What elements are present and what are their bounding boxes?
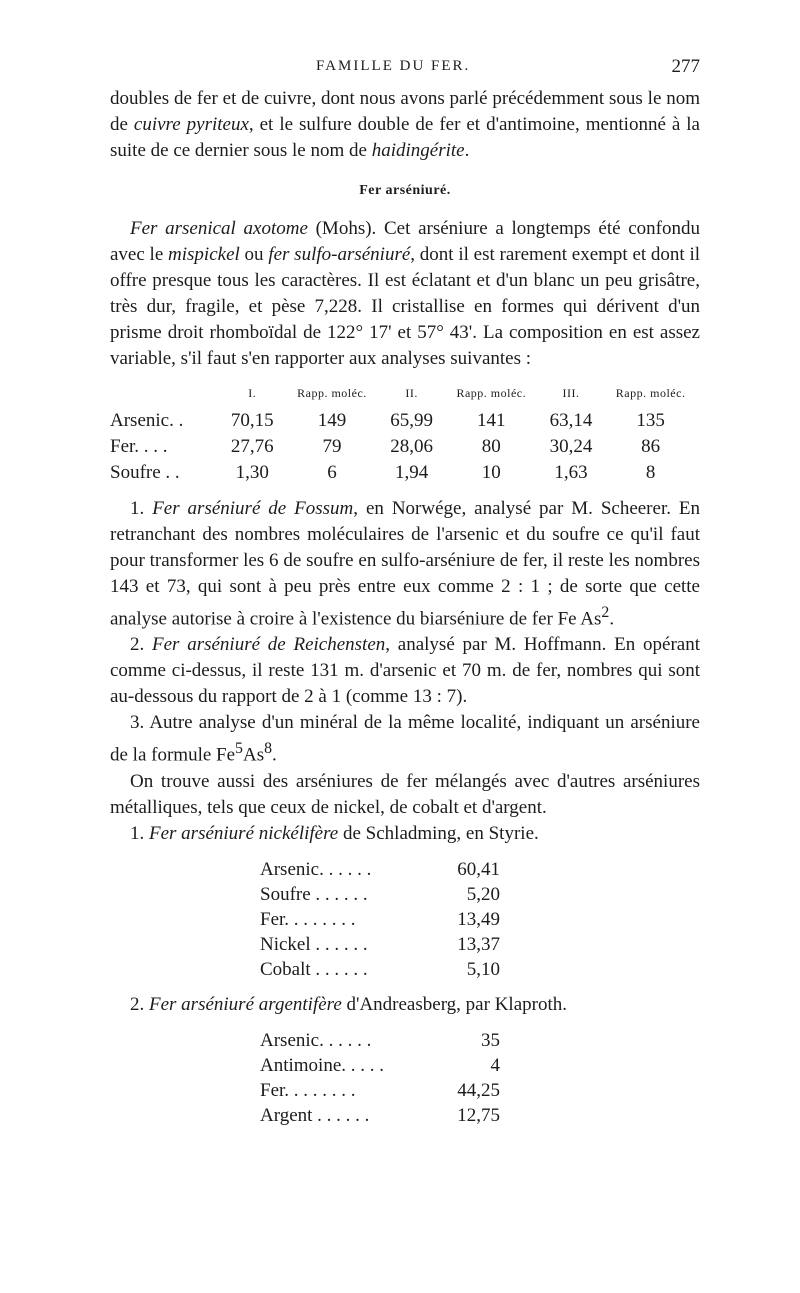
intro-paragraph [110, 86, 700, 164]
note-1-title: Fer arséniuré de Fossum [152, 498, 354, 519]
term-fer-sulfo: fer sulfo-arséniuré [268, 244, 411, 265]
element-label: Argent . . . . . . [260, 1104, 370, 1126]
row-label: Soufre . . [110, 462, 180, 483]
note-3-text-2: As [242, 744, 265, 766]
superscript: 2 [601, 604, 610, 621]
mixed-item-2-text: d'Andreasberg, par Klaproth. [341, 993, 567, 1015]
element-label: Arsenic. . . . . . [260, 1029, 372, 1051]
element-value: 13,37 [457, 933, 500, 955]
intro-text-2: , et le sulfure double de fer et d'antimoine, mentionné à la suite de ce dernier sous le nom de [110, 114, 700, 161]
table-row [260, 957, 500, 982]
nickel-composition-table [260, 857, 500, 982]
table-cell: 135 [636, 410, 665, 431]
mixed-item-2 [110, 992, 700, 1018]
table-row [260, 1053, 500, 1078]
item-number: 1. [130, 822, 149, 844]
superscript: 5 [235, 740, 243, 758]
element-label: Fer. . . . . . . . [260, 908, 356, 930]
table-cell: 1,30 [235, 462, 269, 483]
table-row [110, 434, 700, 460]
element-label: Nickel . . . . . . [260, 933, 368, 955]
mixed-item-1-title: Fer arséniuré nickélifère [149, 822, 339, 844]
mixed-paragraph: On trouve aussi des arséniures de fer mélangés avec d'autres arséniures métalliques, tels que ceux de nickel, de cobalt et d'argent. [110, 770, 700, 818]
table-cell: 63,14 [549, 410, 593, 431]
note-2-text: , analysé par M. Hoffmann. En opérant comme ci-dessus, il reste 131 m. d'arsenic et 70 m. de fer, nombres qui sont au-dessous du rapport de 2 à 1 (comme 13 : 7). [110, 634, 701, 708]
element-value: 13,49 [457, 908, 500, 930]
mixed-item-1-text: de Schladming, en Styrie. [338, 822, 539, 844]
table-cell: 30,24 [549, 436, 593, 457]
element-value: 35 [481, 1029, 500, 1051]
page-number: 277 [671, 56, 700, 77]
analysis-table [110, 380, 700, 486]
term-mispickel: mispickel [168, 244, 240, 265]
mixed-item-2-title: Fer arséniuré argentifère [149, 993, 342, 1015]
superscript: 8 [264, 740, 273, 758]
note-number: 2. [130, 634, 153, 656]
mineral-name: Fer arsenical axotome [130, 218, 308, 239]
table-cell: 70,15 [230, 410, 274, 431]
column-header: Rapp. moléc. [297, 386, 367, 400]
element-label: Fer. . . . . . . . [260, 1079, 356, 1101]
intro-end: . [464, 140, 470, 161]
mixed-item-1 [110, 821, 700, 847]
table-cell: 6 [327, 462, 337, 483]
table-cell: 28,06 [390, 436, 433, 457]
running-head [110, 58, 700, 80]
note-3 [110, 710, 700, 768]
intro-term-cuivre: cuivre pyriteux [133, 114, 249, 135]
column-header: Rapp. moléc. [615, 386, 686, 400]
element-value: 5,10 [466, 958, 500, 980]
row-label: Fer. . . . [110, 436, 168, 457]
text-block [110, 86, 700, 1138]
element-value: 12,75 [457, 1104, 500, 1126]
table-row [260, 932, 500, 957]
table-cell: 149 [317, 410, 347, 431]
column-header: Rapp. moléc. [456, 386, 527, 400]
table-cell: 10 [481, 462, 501, 483]
row-label: Arsenic. . [110, 410, 184, 431]
table-cell: 1,63 [554, 462, 588, 483]
table-row [260, 907, 500, 932]
element-value: 44,25 [457, 1079, 500, 1101]
note-2-title: Fer arséniuré de Reichensten [152, 634, 386, 656]
note-1-end: . [609, 608, 615, 630]
table-cell: 141 [477, 410, 506, 431]
table-cell: 65,99 [390, 410, 433, 431]
section-heading: Fer arséniuré. [359, 183, 451, 198]
element-label: Arsenic. . . . . . [260, 858, 372, 880]
table-cell: 8 [645, 462, 656, 483]
argent-composition-table [260, 1028, 500, 1128]
table-cell: 27,76 [230, 436, 274, 457]
element-value: 4 [490, 1054, 500, 1076]
table-cell: 79 [322, 436, 342, 457]
column-header: II. [405, 386, 418, 400]
note-1-text: , en Norwége, analysé par M. Scheerer. En retranchant des nombres moléculaires de l'arsenic et du soufre ce qu'il faut pour transformer les 6 de soufre en sulfo-arséniure de fer, il reste les nombres 143 et 73, qui sont à peu près entre eux comme 2 : 1 ; de sorte que cette analyse autorise à croire à l'existence du biarséniure de fer Fe As [110, 498, 701, 630]
element-value: 5,20 [466, 883, 500, 905]
note-3-text: 3. Autre analyse d'un minéral de la même localité, indiquant un arséniure de la formule Fe [110, 712, 700, 766]
table-cell: 1,94 [395, 462, 429, 483]
intro-term-haidingerite: haidingérite [371, 140, 465, 161]
description-text-2: ou [239, 244, 269, 265]
column-header [110, 380, 222, 408]
element-label: Cobalt . . . . . . [260, 958, 368, 980]
note-number: 1. [130, 498, 153, 519]
description-text-1: (Mohs). Cet arséniure a longtemps été confondu avec le [110, 218, 700, 265]
intro-text: doubles de fer et de cuivre, dont nous avons parlé précédemment sous le nom de [110, 88, 700, 135]
element-label: Antimoine. . . . . [260, 1054, 385, 1076]
element-value: 60,41 [457, 858, 500, 880]
table-row [260, 857, 500, 882]
column-header: I. [248, 386, 257, 400]
column-header: III. [562, 386, 580, 400]
table-cell: 80 [481, 436, 501, 457]
note-3-end: . [272, 744, 277, 766]
item-number: 2. [130, 993, 149, 1015]
element-label: Soufre . . . . . . [260, 883, 368, 905]
note-2 [110, 632, 700, 710]
table-row [110, 460, 700, 486]
table-row [260, 1103, 500, 1128]
table-row [260, 1078, 500, 1103]
table-row [110, 408, 700, 434]
running-title: FAMILLE DU FER. [316, 58, 471, 74]
table-row [260, 882, 500, 907]
analysis-header-row [110, 380, 700, 408]
table-cell: 86 [641, 436, 661, 457]
description-paragraph [110, 216, 700, 372]
note-1 [110, 496, 700, 632]
description-text-3: , dont il est rarement exempt et dont il offre presque tous les caractères. Il est éclatant et d'un blanc un peu grisâtre, très dur, fragile, et pèse 7,228. Il cristallise en formes qui dérivent d'un prisme droit rhomboïdal de 122° 17' et 57° 43'. La composition en est assez variable, s'il faut s'en rapporter aux analyses suivantes : [110, 244, 700, 369]
table-row [260, 1028, 500, 1053]
